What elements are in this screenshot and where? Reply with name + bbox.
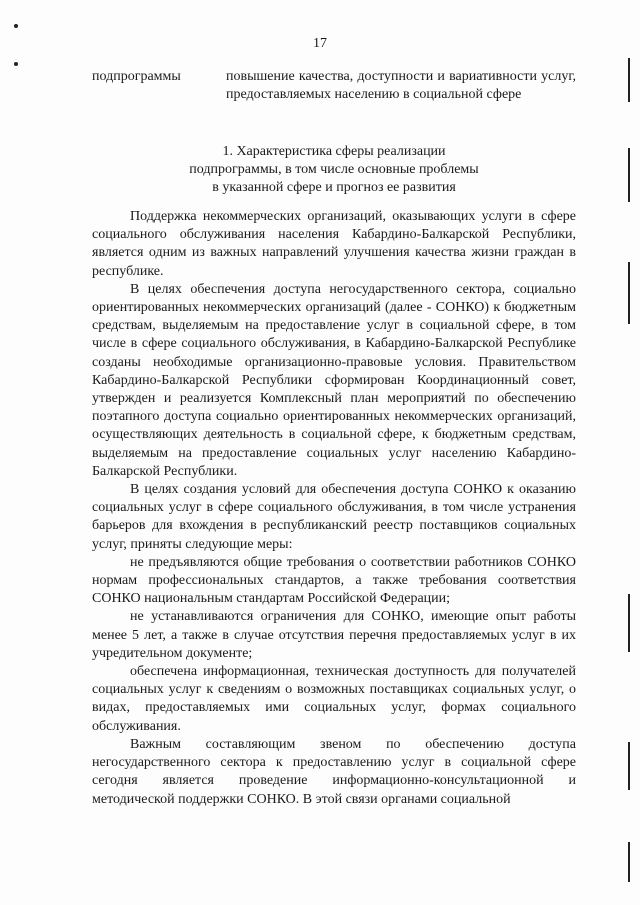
binder-edge-mark bbox=[628, 742, 630, 790]
subprogram-label: подпрограммы bbox=[92, 69, 181, 84]
scan-dot-mark bbox=[14, 24, 18, 28]
paragraph: В целях создания условий для обеспечения доступа СОНКО к оказанию социальных услуг в сфере социального обслуживания, в том числе устранения барьеров для вхождения в республиканский реестр поставщиков социальных услуг, приняты следующие меры: bbox=[92, 482, 576, 552]
binder-edge-mark bbox=[628, 58, 630, 102]
subprogram-goal: повышение качества, доступности и вариативности услуг, предоставляемых населению в социальной сфере bbox=[226, 69, 576, 102]
paragraph: не предъявляются общие требования о соответствии работников СОНКО нормам профессиональных стандартов, а также требования соответствия СОНКО национальным стандартам Российской Федерации; bbox=[92, 554, 576, 607]
binder-edge-mark bbox=[628, 148, 630, 202]
paragraph: Поддержка некоммерческих организаций, оказывающих услуги в сфере социального обслуживания населения Кабардино-Балкарской Республики, является одним из важных направлений улучшения качества жизни граждан в республике. bbox=[92, 209, 576, 279]
paragraph: обеспечена информационная, техническая доступность для получателей социальных услуг к сведениям о возможных поставщиках социальных услуг, о видах, предоставляемых ими социальных услуг, формах социального обслуживания. bbox=[92, 664, 576, 734]
section-title bbox=[92, 143, 576, 197]
paragraph: В целях обеспечения доступа негосударственного сектора, социально ориентированных некоммерческих организаций (далее - СОНКО) к бюджетным средствам, выделяемым на предоставление услуг в социальной сфере, в том числе в сфере социального обслуживания, в Кабардино-Балкарской Республике созданы необходимые организационно-правовые условия. Правительством Кабардино-Балкарской Республики сформирован Координационный совет, утвержден и реализуется Комплексный план мероприятий по обеспечению поэтапного доступа социально ориентированных некоммерческих организаций, осуществляющих деятельность в социальной сфере, к бюджетным средствам, выделяемым на предоставление социальных услуг населению Кабардино-Балкарской Республики. bbox=[92, 281, 576, 479]
subprogram-goal-row bbox=[92, 68, 576, 104]
page-number: 17 bbox=[313, 36, 327, 51]
section-title-line: подпрограммы, в том числе основные проблемы bbox=[189, 162, 479, 177]
binder-edge-mark bbox=[628, 594, 630, 652]
paragraph: Важным составляющим звеном по обеспечению доступа негосударственного сектора к предоставлению услуг в социальной сфере сегодня является проведение информационно-консультационной и методической поддержки СОНКО. В этой связи органами социальной bbox=[92, 736, 576, 807]
paragraph: не устанавливаются ограничения для СОНКО, имеющие опыт работы менее 5 лет, а также в случае отсутствия перечня предоставляемых услуг в их учредительном документе; bbox=[92, 609, 576, 661]
scan-dot-mark bbox=[14, 62, 18, 66]
binder-edge-mark bbox=[628, 262, 630, 324]
section-title-line: 1. Характеристика сферы реализации bbox=[222, 144, 446, 159]
section-title-line: в указанной сфере и прогноз ее развития bbox=[212, 180, 456, 195]
body-text bbox=[92, 208, 576, 809]
binder-edge-mark bbox=[628, 842, 630, 882]
